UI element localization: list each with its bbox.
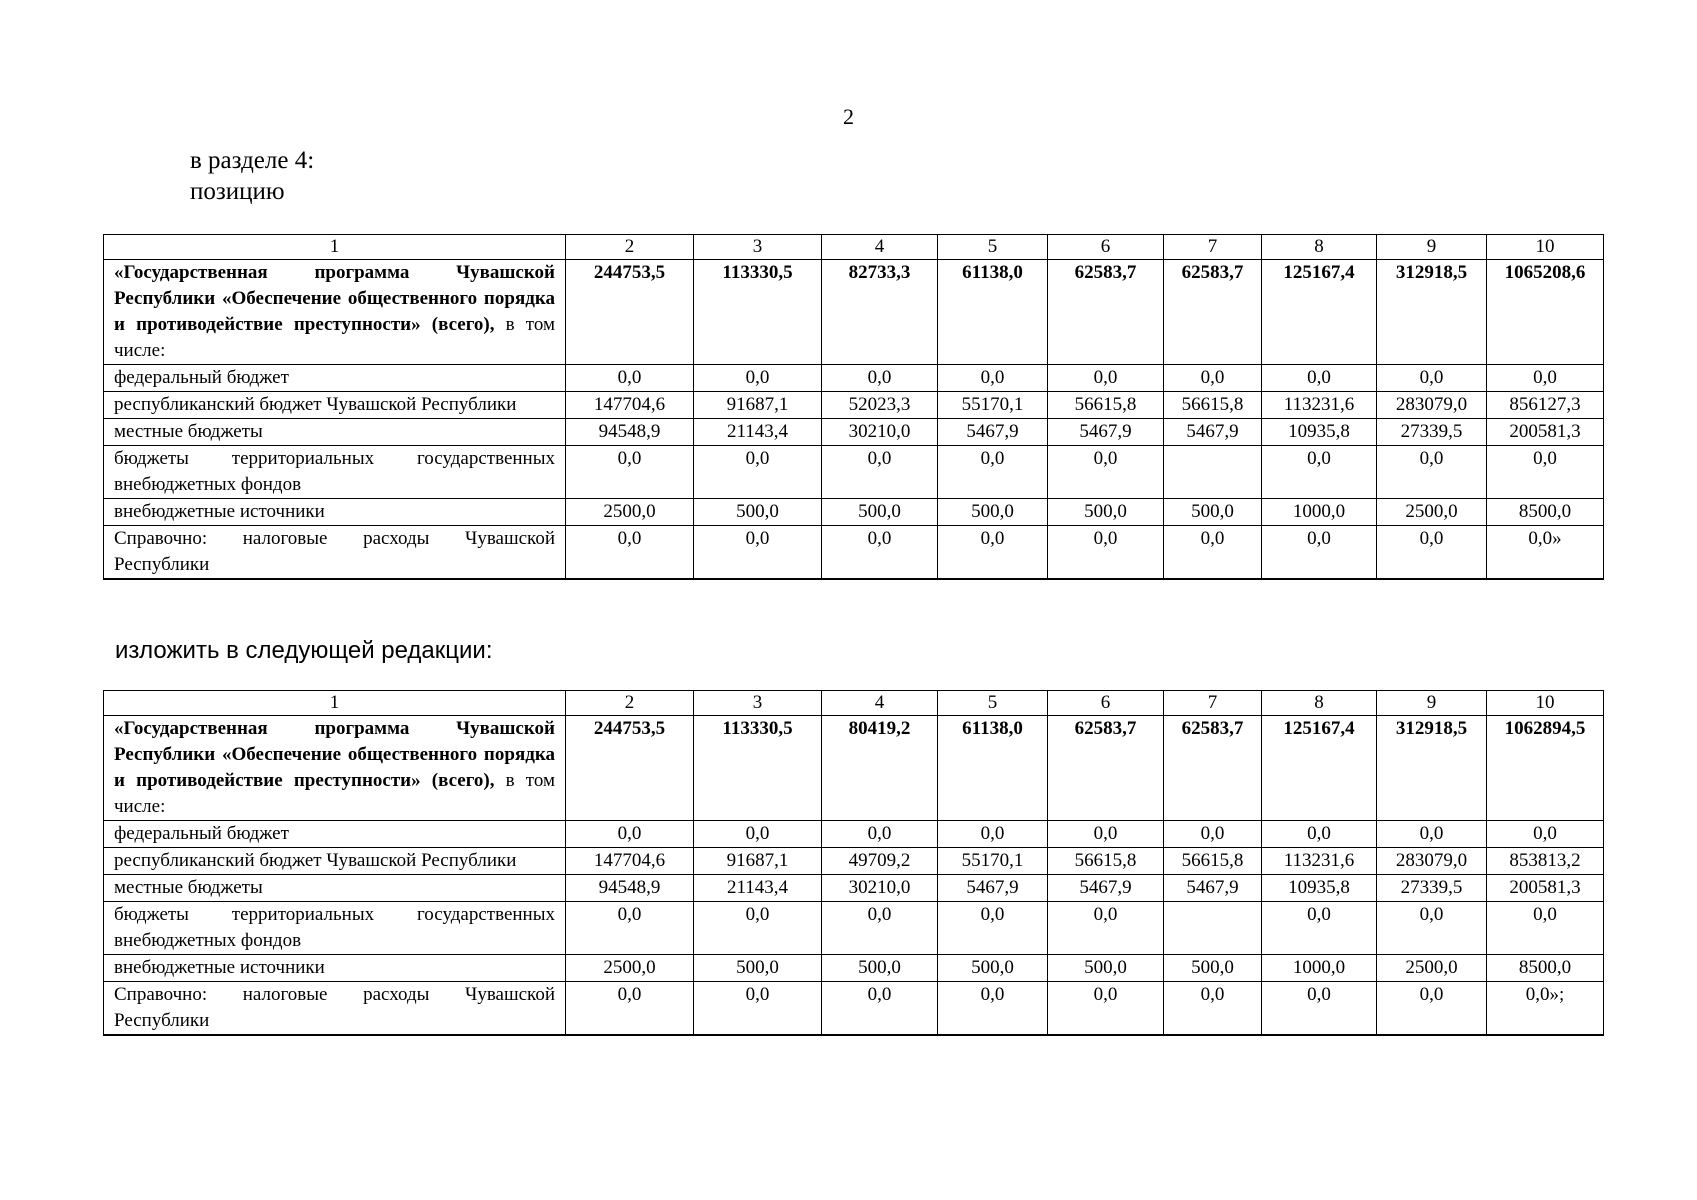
page-number: 2	[843, 104, 854, 129]
table-cell: 0,0	[1262, 821, 1377, 848]
table-cell: 244753,5	[566, 716, 694, 821]
table-cell: 0,0	[1262, 365, 1377, 392]
table-cell: 62583,7	[1048, 716, 1164, 821]
table-cell: 0,0	[566, 526, 694, 580]
table-cell	[1164, 902, 1262, 955]
table-cell: 113330,5	[694, 260, 822, 365]
table-cell: 312918,5	[1377, 716, 1487, 821]
table-cell: 0,0	[1377, 365, 1487, 392]
table-cell: 244753,5	[566, 260, 694, 365]
row-label-suffix: в том числе:	[114, 314, 555, 361]
table-cell: 0,0	[1048, 365, 1164, 392]
table-cell: 0,0	[1487, 902, 1604, 955]
table-cell: 0,0	[694, 365, 822, 392]
table-cell: 0,0	[694, 902, 822, 955]
table-cell: 113330,5	[694, 716, 822, 821]
table-cell: 8500,0	[1487, 955, 1604, 982]
column-header: 7	[1164, 691, 1262, 716]
table-cell: 5467,9	[1048, 875, 1164, 902]
row-label: внебюджетные источники	[104, 955, 566, 982]
table-cell: 0,0	[566, 365, 694, 392]
table-row-tax	[104, 526, 1604, 580]
column-header: 1	[104, 691, 566, 716]
row-label: бюджеты территориальных государственных внебюджетных фондов	[104, 902, 566, 955]
table-cell: 2500,0	[566, 955, 694, 982]
column-header: 8	[1262, 691, 1377, 716]
column-header: 6	[1048, 235, 1164, 260]
table-cell: 94548,9	[566, 419, 694, 446]
table-cell: 10935,8	[1262, 875, 1377, 902]
table-cell: 56615,8	[1164, 392, 1262, 419]
section-heading: в разделе 4:	[190, 147, 315, 174]
table-row-funds	[104, 902, 1604, 955]
table-cell: 0,0	[694, 982, 822, 1036]
table-cell: 0,0	[566, 446, 694, 499]
row-label: республиканский бюджет Чувашской Республики	[104, 392, 566, 419]
table-cell: 0,0	[938, 365, 1048, 392]
table-cell: 0,0	[1377, 446, 1487, 499]
table-cell: 0,0	[1164, 526, 1262, 580]
table-cell: 0,0	[1262, 526, 1377, 580]
table-cell: 0,0	[566, 821, 694, 848]
table-cell: 283079,0	[1377, 392, 1487, 419]
table-cell: 0,0	[938, 821, 1048, 848]
table-cell: 56615,8	[1048, 848, 1164, 875]
table-cell: 0,0	[694, 446, 822, 499]
table-cell: 0,0	[566, 982, 694, 1036]
column-header: 3	[694, 691, 822, 716]
table-row-local	[104, 419, 1604, 446]
table-cell: 500,0	[938, 499, 1048, 526]
table-row-republic	[104, 392, 1604, 419]
column-header: 2	[566, 691, 694, 716]
table-cell: 500,0	[694, 499, 822, 526]
table-cell: 312918,5	[1377, 260, 1487, 365]
table-cell: 0,0	[694, 821, 822, 848]
table-cell: 0,0	[822, 526, 938, 580]
table-cell: 61138,0	[938, 716, 1048, 821]
table-cell: 1000,0	[1262, 499, 1377, 526]
table-cell: 0,0	[938, 902, 1048, 955]
table-cell: 1062894,5	[1487, 716, 1604, 821]
table-cell: 2500,0	[566, 499, 694, 526]
table-cell: 55170,1	[938, 848, 1048, 875]
table-cell: 500,0	[694, 955, 822, 982]
table-row-total	[104, 260, 1604, 365]
table-cell: 0,0	[822, 982, 938, 1036]
table-cell: 0,0	[1048, 526, 1164, 580]
table-cell: 0,0	[1164, 365, 1262, 392]
table-cell: 0,0	[1164, 821, 1262, 848]
table-row-federal	[104, 365, 1604, 392]
table-cell: 853813,2	[1487, 848, 1604, 875]
table-cell: 500,0	[1048, 955, 1164, 982]
column-header: 9	[1377, 235, 1487, 260]
table-row-local	[104, 875, 1604, 902]
row-label-suffix: в том числе:	[114, 770, 555, 817]
table-cell: 0,0	[1262, 982, 1377, 1036]
table-cell: 200581,3	[1487, 875, 1604, 902]
table-cell: 21143,4	[694, 875, 822, 902]
table-cell: 2500,0	[1377, 499, 1487, 526]
table-cell: 0,0	[1048, 982, 1164, 1036]
table-cell: 62583,7	[1164, 716, 1262, 821]
table-cell: 0,0	[938, 982, 1048, 1036]
table-cell: 91687,1	[694, 392, 822, 419]
table-cell: 0,0	[1377, 982, 1487, 1036]
table-cell: 125167,4	[1262, 716, 1377, 821]
table-cell: 500,0	[1164, 955, 1262, 982]
table-cell: 283079,0	[1377, 848, 1487, 875]
table-row-federal	[104, 821, 1604, 848]
table-cell	[1164, 446, 1262, 499]
table-cell: 61138,0	[938, 260, 1048, 365]
table-cell: 0,0»;	[1487, 982, 1604, 1036]
table-cell: 500,0	[1164, 499, 1262, 526]
table-cell: 5467,9	[1164, 419, 1262, 446]
table-cell: 500,0	[822, 499, 938, 526]
table-cell: 0,0	[1262, 902, 1377, 955]
column-header: 9	[1377, 691, 1487, 716]
budget-table-new	[103, 690, 1604, 1036]
table-cell: 113231,6	[1262, 392, 1377, 419]
table-cell: 0,0	[1377, 902, 1487, 955]
table-cell: 27339,5	[1377, 875, 1487, 902]
table-cell: 56615,8	[1048, 392, 1164, 419]
column-header: 10	[1487, 235, 1604, 260]
row-label: местные бюджеты	[104, 419, 566, 446]
table-cell: 0,0	[1377, 526, 1487, 580]
table-cell: 0,0	[938, 526, 1048, 580]
table-cell: 0,0	[1487, 446, 1604, 499]
table-cell: 200581,3	[1487, 419, 1604, 446]
table-cell: 10935,8	[1262, 419, 1377, 446]
table-cell: 52023,3	[822, 392, 938, 419]
table-row-tax	[104, 982, 1604, 1036]
table-cell: 62583,7	[1164, 260, 1262, 365]
table-row-total	[104, 716, 1604, 821]
table-cell: 0,0	[566, 902, 694, 955]
table-cell: 856127,3	[1487, 392, 1604, 419]
table-cell: 2500,0	[1377, 955, 1487, 982]
table-row-extra	[104, 499, 1604, 526]
column-header: 3	[694, 235, 822, 260]
column-header: 10	[1487, 691, 1604, 716]
table-cell: 5467,9	[938, 419, 1048, 446]
table-cell: 49709,2	[822, 848, 938, 875]
table-cell: 21143,4	[694, 419, 822, 446]
row-label: республиканский бюджет Чувашской Республики	[104, 848, 566, 875]
table-cell: 5467,9	[1164, 875, 1262, 902]
table-cell: 30210,0	[822, 419, 938, 446]
table-row-republic	[104, 848, 1604, 875]
table-cell: 5467,9	[1048, 419, 1164, 446]
header-row	[104, 235, 1604, 260]
row-label-bold: «Государственная программа Чувашской Республики «Обеспечение общественного порядка и противодействие преступности» (всего),	[114, 262, 555, 335]
table-cell: 113231,6	[1262, 848, 1377, 875]
row-label: местные бюджеты	[104, 875, 566, 902]
header-row	[104, 691, 1604, 716]
table-cell: 56615,8	[1164, 848, 1262, 875]
row-label: федеральный бюджет	[104, 821, 566, 848]
table-cell: 80419,2	[822, 716, 938, 821]
table-cell: 62583,7	[1048, 260, 1164, 365]
column-header: 4	[822, 691, 938, 716]
table-cell: 1000,0	[1262, 955, 1377, 982]
row-label: федеральный бюджет	[104, 365, 566, 392]
table-cell: 147704,6	[566, 392, 694, 419]
table-cell: 0,0»	[1487, 526, 1604, 580]
table-cell: 500,0	[1048, 499, 1164, 526]
row-label	[104, 260, 566, 365]
table-cell: 0,0	[822, 365, 938, 392]
table-cell: 30210,0	[822, 875, 938, 902]
row-label: внебюджетные источники	[104, 499, 566, 526]
table-cell: 1065208,6	[1487, 260, 1604, 365]
table-cell: 125167,4	[1262, 260, 1377, 365]
column-header: 1	[104, 235, 566, 260]
table-cell: 94548,9	[566, 875, 694, 902]
table-cell: 0,0	[822, 821, 938, 848]
table-cell: 82733,3	[822, 260, 938, 365]
row-label: Справочно: налоговые расходы Чувашской Республики	[104, 982, 566, 1036]
table-cell: 8500,0	[1487, 499, 1604, 526]
row-label: бюджеты территориальных государственных внебюджетных фондов	[104, 446, 566, 499]
table-cell: 0,0	[938, 446, 1048, 499]
column-header: 6	[1048, 691, 1164, 716]
table-cell: 5467,9	[938, 875, 1048, 902]
row-label-bold: «Государственная программа Чувашской Республики «Обеспечение общественного порядка и противодействие преступности» (всего),	[114, 718, 555, 791]
table-cell: 27339,5	[1377, 419, 1487, 446]
table-cell: 0,0	[1487, 821, 1604, 848]
table-cell: 0,0	[694, 526, 822, 580]
table-cell: 0,0	[1048, 902, 1164, 955]
table-cell: 0,0	[1164, 982, 1262, 1036]
row-label	[104, 716, 566, 821]
table-cell: 91687,1	[694, 848, 822, 875]
table-cell: 0,0	[822, 902, 938, 955]
budget-table-old	[103, 234, 1604, 580]
column-header: 4	[822, 235, 938, 260]
table-cell: 0,0	[1048, 821, 1164, 848]
position-heading: позицию	[190, 178, 285, 205]
table-cell: 500,0	[938, 955, 1048, 982]
table-cell: 0,0	[1262, 446, 1377, 499]
table-cell: 0,0	[1487, 365, 1604, 392]
column-header: 5	[938, 691, 1048, 716]
table-row-funds	[104, 446, 1604, 499]
row-label: Справочно: налоговые расходы Чувашской Республики	[104, 526, 566, 580]
table-cell: 0,0	[1048, 446, 1164, 499]
table-cell: 147704,6	[566, 848, 694, 875]
replace-heading: изложить в следующей редакции:	[115, 637, 493, 664]
table-row-extra	[104, 955, 1604, 982]
column-header: 2	[566, 235, 694, 260]
column-header: 5	[938, 235, 1048, 260]
column-header: 7	[1164, 235, 1262, 260]
table-cell: 500,0	[822, 955, 938, 982]
table-cell: 0,0	[822, 446, 938, 499]
table-cell: 0,0	[1377, 821, 1487, 848]
column-header: 8	[1262, 235, 1377, 260]
table-cell: 55170,1	[938, 392, 1048, 419]
